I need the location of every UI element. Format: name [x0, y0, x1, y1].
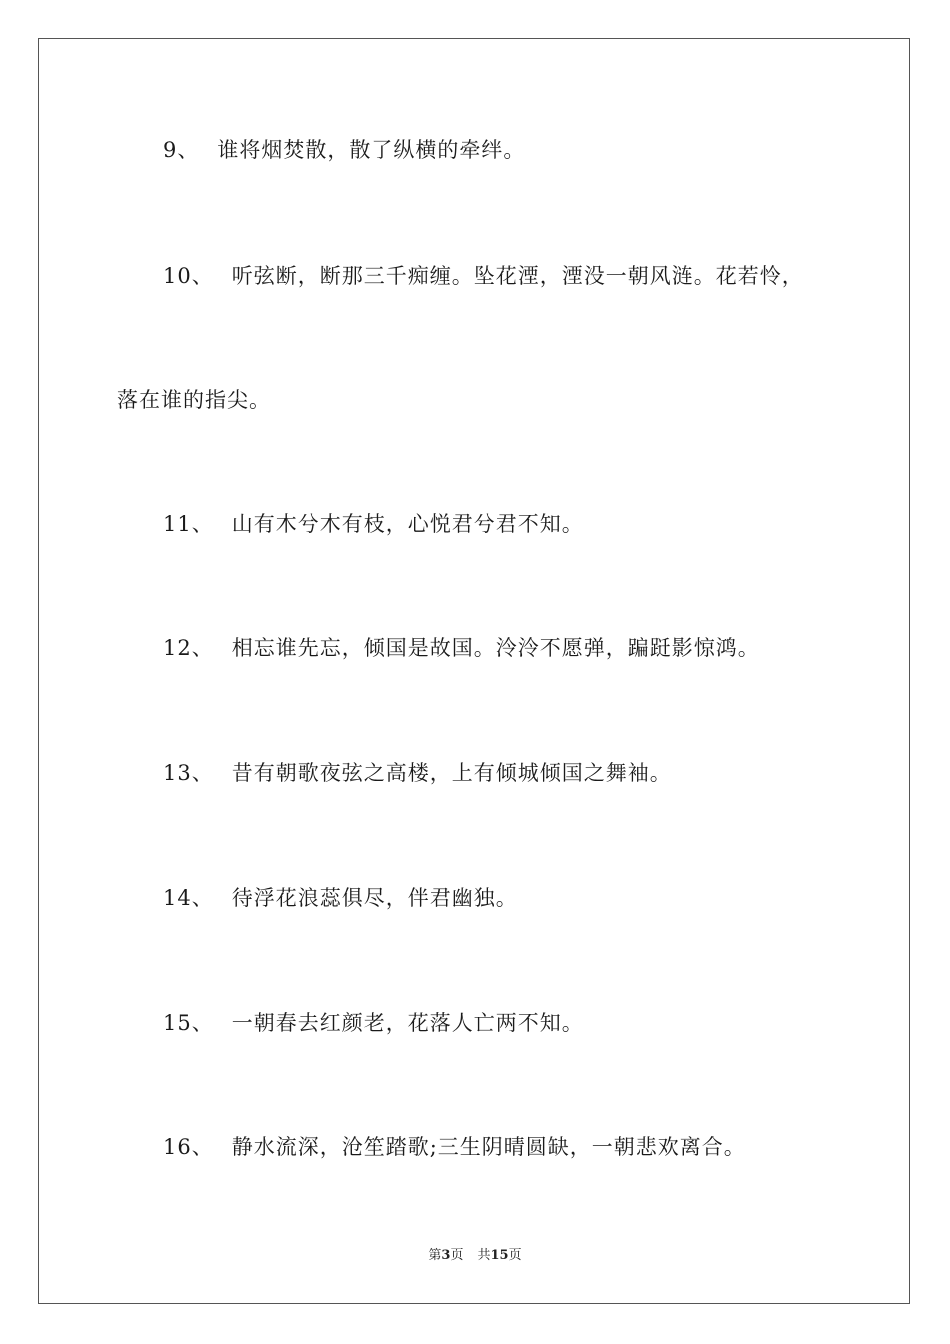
item-text: 听弦断，断那三千痴缠。坠花湮，湮没一朝风涟。花若怜，	[231, 264, 804, 288]
item-separator: 、	[191, 886, 214, 910]
item-number: 16	[163, 1135, 192, 1159]
item-separator: 、	[191, 264, 214, 288]
list-item	[163, 634, 760, 662]
list-item-continuation	[117, 386, 271, 414]
item-number: 10	[163, 264, 192, 288]
item-text: 昔有朝歌夜弦之高楼，上有倾城倾国之舞袖。	[231, 761, 672, 785]
item-number: 15	[163, 1011, 192, 1035]
item-separator: 、	[191, 1011, 214, 1035]
item-separator: 、	[191, 1135, 214, 1159]
list-item	[163, 884, 518, 912]
item-text: 一朝春去红颜老，花落人亡两不知。	[231, 1011, 584, 1035]
item-text: 谁将烟焚散，散了纵横的牵绊。	[217, 138, 526, 162]
list-item	[163, 136, 525, 164]
list-item	[163, 759, 672, 787]
item-number: 13	[163, 761, 192, 785]
item-text: 相忘谁先忘，倾国是故国。泠泠不愿弹，蹁跹影惊鸿。	[231, 636, 760, 660]
item-text-continuation: 落在谁的指尖。	[117, 388, 271, 412]
page-border	[38, 38, 910, 1304]
footer-total-suffix: 页	[508, 1248, 522, 1263]
current-page-number: 3	[441, 1248, 451, 1263]
list-item	[163, 1009, 584, 1037]
list-item	[163, 262, 804, 290]
item-separator: 、	[191, 636, 214, 660]
footer-page-word: 页	[450, 1248, 464, 1263]
item-text: 山有木兮木有枝，心悦君兮君不知。	[231, 512, 584, 536]
item-number: 12	[163, 636, 192, 660]
item-number: 9	[163, 138, 178, 162]
item-text: 静水流深，沧笙踏歌;三生阴晴圆缺，一朝悲欢离合。	[231, 1135, 746, 1159]
list-item	[163, 510, 584, 538]
list-item	[163, 1133, 746, 1161]
footer-prefix: 第	[428, 1248, 442, 1263]
item-number: 11	[163, 512, 192, 536]
total-pages-number: 15	[490, 1248, 509, 1263]
footer-total-prefix: 共	[477, 1248, 491, 1263]
page-footer	[0, 1247, 950, 1265]
item-separator: 、	[191, 761, 214, 785]
item-text: 待浮花浪蕊俱尽，伴君幽独。	[231, 886, 518, 910]
item-separator: 、	[191, 512, 214, 536]
item-number: 14	[163, 886, 192, 910]
item-separator: 、	[177, 138, 200, 162]
